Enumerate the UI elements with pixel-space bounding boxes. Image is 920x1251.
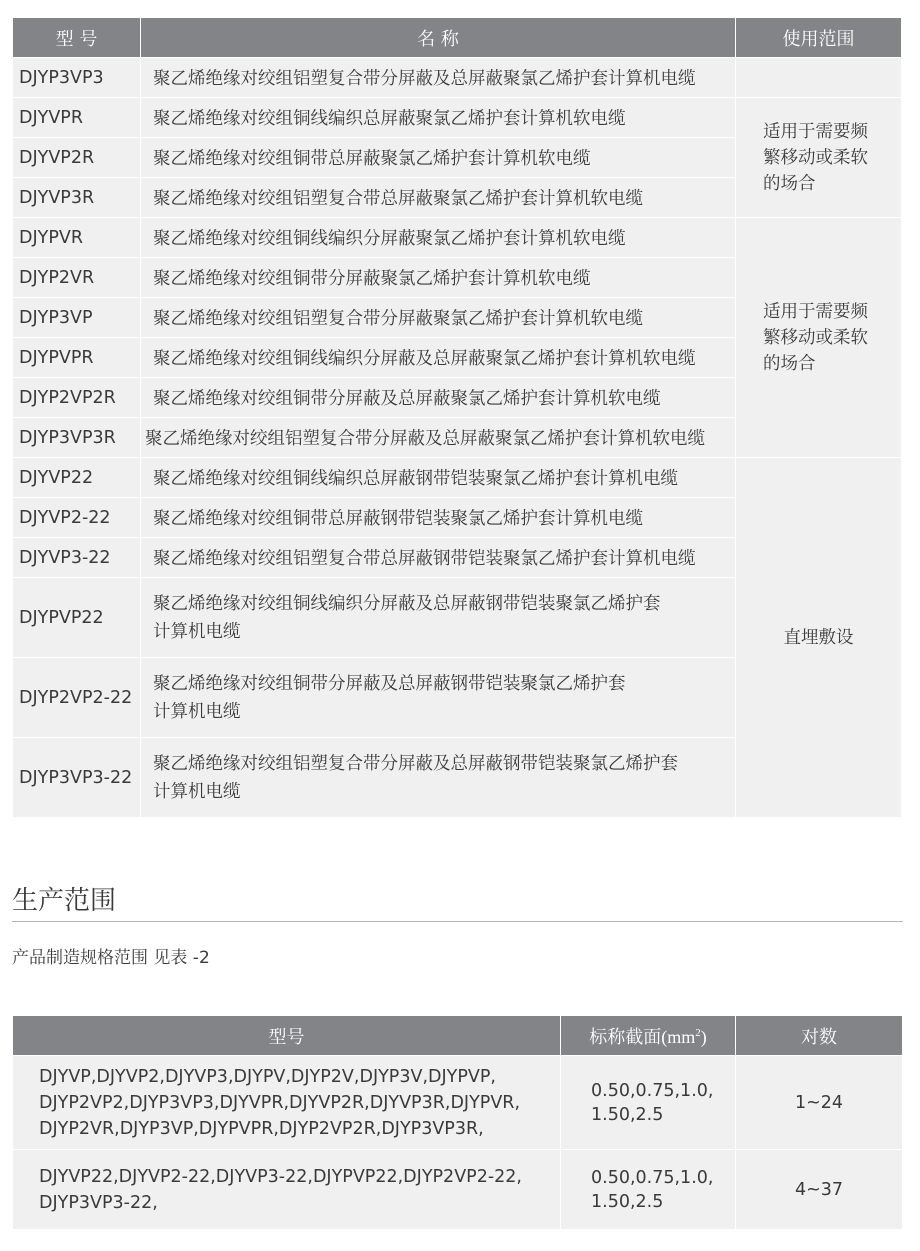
name-cell: 聚乙烯绝缘对绞组铝塑复合带分屏蔽及总屏蔽聚氯乙烯护套计算机电缆 — [141, 58, 736, 98]
name-cell: 聚乙烯绝缘对绞组铜带分屏蔽及总屏蔽聚氯乙烯护套计算机软电缆 — [141, 378, 736, 418]
model-cell: DJYP3VP — [13, 298, 141, 338]
cable-model-table — [12, 17, 902, 818]
table-header-row — [13, 18, 902, 58]
section-line: 0.50,0.75,1.0, — [591, 1080, 714, 1101]
section-cell — [561, 1150, 736, 1230]
usage-cell: 直埋敷设 — [736, 458, 902, 818]
usage-line: 的场合 — [763, 353, 816, 374]
model-cell: DJYPVP22 — [13, 578, 141, 658]
models-cell — [13, 1150, 561, 1230]
usage-cell-empty — [736, 58, 902, 98]
name-cell: 聚乙烯绝缘对绞组铝塑复合带总屏蔽钢带铠装聚氯乙烯护套计算机电缆 — [141, 538, 736, 578]
name-cell — [141, 658, 736, 738]
table-row — [13, 98, 902, 138]
header-name: 名 称 — [141, 18, 736, 58]
production-range-table — [12, 1015, 903, 1230]
models-line: DJYVP22,DJYVP2-22,DJYVP3-22,DJYPVP22,DJYP2VP2-22, — [39, 1166, 522, 1187]
name-cell: 聚乙烯绝缘对绞组铝塑复合带总屏蔽聚氯乙烯护套计算机软电缆 — [141, 178, 736, 218]
name-cell: 聚乙烯绝缘对绞组铜带分屏蔽聚氯乙烯护套计算机软电缆 — [141, 258, 736, 298]
section-title: 生产范围 — [12, 886, 117, 916]
name-cell: 聚乙烯绝缘对绞组铝塑复合带分屏蔽及总屏蔽聚氯乙烯护套计算机软电缆 — [141, 418, 736, 458]
model-cell: DJYVP3R — [13, 178, 141, 218]
model-cell: DJYPVPR — [13, 338, 141, 378]
name-cell — [141, 578, 736, 658]
usage-line: 繁移动或柔软 — [763, 327, 868, 348]
table-row — [13, 58, 902, 98]
table-row — [13, 458, 902, 498]
usage-line: 适用于需要频 — [763, 121, 868, 142]
name-cell: 聚乙烯绝缘对绞组铝塑复合带分屏蔽聚氯乙烯护套计算机软电缆 — [141, 298, 736, 338]
model-cell: DJYVP22 — [13, 458, 141, 498]
model-cell: DJYP3VP3-22 — [13, 738, 141, 818]
usage-line: 繁移动或柔软 — [763, 147, 868, 168]
models-cell — [13, 1056, 561, 1150]
unit-superscript: 2 — [695, 1026, 701, 1039]
name-cell: 聚乙烯绝缘对绞组铜线编织总屏蔽钢带铠装聚氯乙烯护套计算机电缆 — [141, 458, 736, 498]
name-line: 计算机电缆 — [153, 781, 241, 802]
name-cell — [141, 738, 736, 818]
models-line: DJYP2VR,DJYP3VP,DJYPVPR,DJYP2VP2R,DJYP3VP3R, — [39, 1118, 484, 1139]
name-line: 聚乙烯绝缘对绞组铜带分屏蔽及总屏蔽钢带铠装聚氯乙烯护套 — [153, 673, 626, 694]
section-description: 产品制造规格范围 见表 -2 — [12, 948, 210, 968]
models-line: DJYP3VP3-22, — [39, 1192, 158, 1213]
table-row — [13, 218, 902, 258]
header-section — [561, 1016, 736, 1056]
unit-prefix: (mm — [661, 1026, 696, 1047]
usage-cell — [736, 98, 902, 218]
usage-line: 的场合 — [763, 173, 816, 194]
header-section-label: 标称截面 — [589, 1026, 662, 1048]
model-cell: DJYVP2R — [13, 138, 141, 178]
model-cell: DJYVP3-22 — [13, 538, 141, 578]
model-cell: DJYVPR — [13, 98, 141, 138]
header-model: 型 号 — [13, 18, 141, 58]
name-line: 聚乙烯绝缘对绞组铝塑复合带分屏蔽及总屏蔽钢带铠装聚氯乙烯护套 — [153, 753, 678, 774]
name-cell: 聚乙烯绝缘对绞组铜线编织总屏蔽聚氯乙烯护套计算机软电缆 — [141, 98, 736, 138]
model-cell: DJYP2VR — [13, 258, 141, 298]
model-cell: DJYP3VP3 — [13, 58, 141, 98]
name-line: 聚乙烯绝缘对绞组铜线编织分屏蔽及总屏蔽钢带铠装聚氯乙烯护套 — [153, 593, 661, 614]
model-cell: DJYPVR — [13, 218, 141, 258]
section-cell — [561, 1056, 736, 1150]
usage-cell — [736, 218, 902, 458]
pairs-cell: 4~37 — [736, 1150, 903, 1230]
header-pairs: 对数 — [736, 1016, 903, 1056]
table-row — [13, 1056, 903, 1150]
name-cell: 聚乙烯绝缘对绞组铜带总屏蔽钢带铠装聚氯乙烯护套计算机电缆 — [141, 498, 736, 538]
models-line: DJYP2VP2,DJYP3VP3,DJYVPR,DJYVP2R,DJYVP3R,DJYPVR, — [39, 1092, 521, 1113]
name-cell: 聚乙烯绝缘对绞组铜线编织分屏蔽聚氯乙烯护套计算机软电缆 — [141, 218, 736, 258]
name-cell: 聚乙烯绝缘对绞组铜线编织分屏蔽及总屏蔽聚氯乙烯护套计算机软电缆 — [141, 338, 736, 378]
model-cell: DJYP3VP3R — [13, 418, 141, 458]
name-line: 计算机电缆 — [153, 701, 241, 722]
model-cell: DJYP2VP2R — [13, 378, 141, 418]
section-divider — [12, 921, 903, 922]
name-cell: 聚乙烯绝缘对绞组铜带总屏蔽聚氯乙烯护套计算机软电缆 — [141, 138, 736, 178]
section-line: 0.50,0.75,1.0, — [591, 1167, 714, 1188]
section-line: 1.50,2.5 — [591, 1104, 664, 1125]
section-line: 1.50,2.5 — [591, 1191, 664, 1212]
header-usage: 使用范围 — [736, 18, 902, 58]
models-line: DJYVP,DJYVP2,DJYVP3,DJYPV,DJYP2V,DJYP3V,DJYPVP, — [39, 1066, 496, 1087]
unit-suffix: ) — [700, 1026, 707, 1047]
model-cell: DJYP2VP2-22 — [13, 658, 141, 738]
header-model: 型号 — [13, 1016, 561, 1056]
model-cell: DJYVP2-22 — [13, 498, 141, 538]
pairs-cell: 1~24 — [736, 1056, 903, 1150]
name-line: 计算机电缆 — [153, 621, 241, 642]
usage-line: 适用于需要频 — [763, 301, 868, 322]
table-header-row — [13, 1016, 903, 1056]
table-row — [13, 1150, 903, 1230]
